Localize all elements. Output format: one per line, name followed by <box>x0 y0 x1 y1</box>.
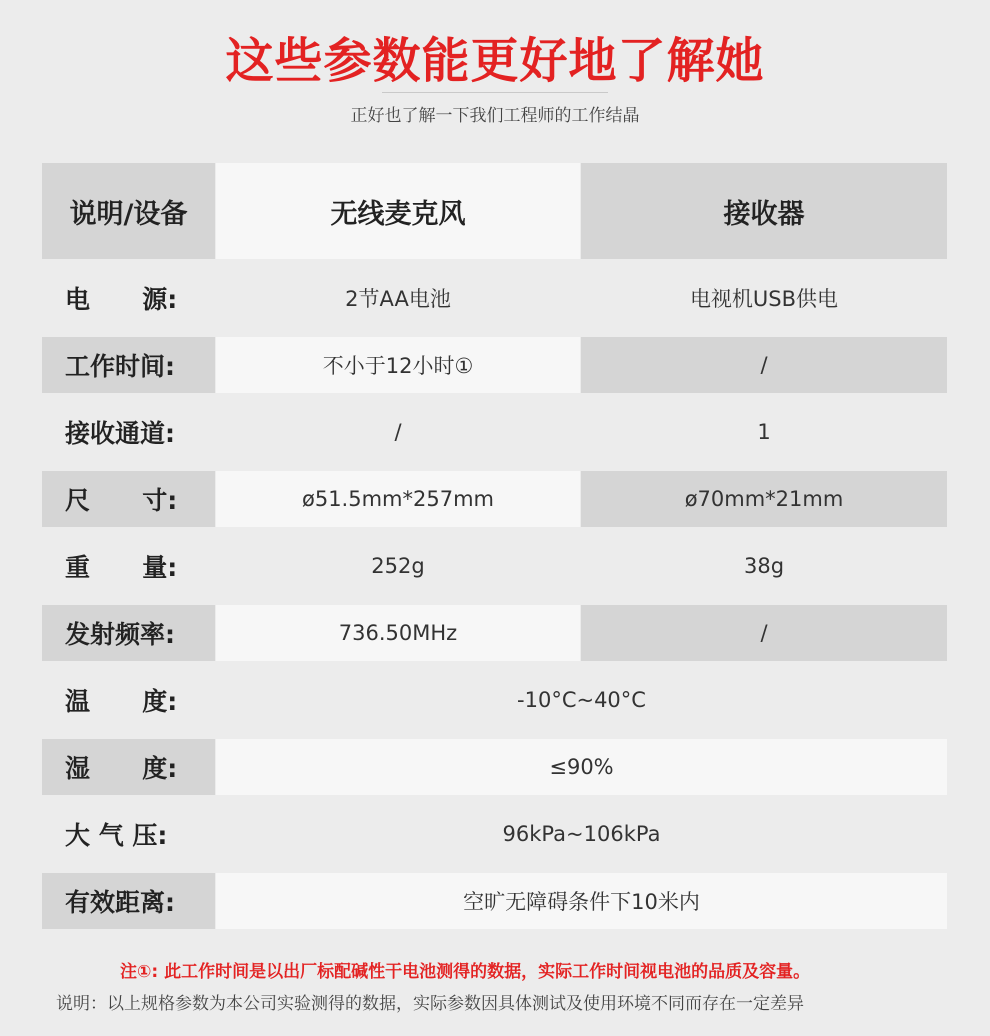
receiver-value: ø70mm*21mm <box>581 471 947 527</box>
shared-value: -10°C~40°C <box>517 688 646 712</box>
row-label: 发射频率: <box>42 605 215 661</box>
table-row-runtime <box>42 337 947 393</box>
microphone-value: / <box>394 420 402 444</box>
row-label: 湿 度: <box>42 739 215 795</box>
row-label: 重 量: <box>65 553 178 582</box>
receiver-value: / <box>581 337 947 393</box>
table-header <box>42 163 947 259</box>
microphone-value: 不小于12小时① <box>216 337 580 393</box>
table-row-temperature <box>42 672 947 728</box>
receiver-value: / <box>581 605 947 661</box>
spec-table <box>42 163 947 929</box>
receiver-value: 38g <box>743 554 785 578</box>
microphone-value: 2节AA电池 <box>345 287 451 311</box>
table-row-humidity <box>42 739 947 795</box>
row-label: 有效距离: <box>42 873 215 929</box>
row-label: 大 气 压: <box>65 821 168 850</box>
table-row-channels <box>42 404 947 460</box>
shared-value: 空旷无障碍条件下10米内 <box>216 873 947 929</box>
row-label: 尺 寸: <box>42 471 215 527</box>
table-row-weight <box>42 538 947 594</box>
shared-value: ≤90% <box>216 739 947 795</box>
table-row-power <box>42 270 947 326</box>
microphone-value: ø51.5mm*257mm <box>216 471 580 527</box>
disclaimer: 说明：以上规格参数为本公司实验测得的数据，实际参数因具体测试及使用环境不同而存在一定差异 <box>56 994 804 1014</box>
footnote: 注①: 此工作时间是以出厂标配碱性干电池测得的数据，实际工作时间视电池的品质及容量。 <box>120 962 811 982</box>
shared-value: 96kPa~106kPa <box>502 822 661 846</box>
title-divider <box>382 92 608 93</box>
row-label: 工作时间: <box>42 337 215 393</box>
row-label: 电 源: <box>65 285 178 314</box>
microphone-value: 736.50MHz <box>216 605 580 661</box>
column-header-receiver: 接收器 <box>581 163 947 259</box>
column-header-microphone: 无线麦克风 <box>216 163 580 259</box>
column-header-item: 说明/设备 <box>42 163 215 259</box>
table-row-size <box>42 471 947 527</box>
table-row-pressure <box>42 806 947 862</box>
row-label: 温 度: <box>65 687 178 716</box>
table-row-range <box>42 873 947 929</box>
receiver-value: 1 <box>757 420 771 444</box>
page-subtitle: 正好也了解一下我们工程师的工作结晶 <box>350 106 640 126</box>
microphone-value: 252g <box>371 554 425 578</box>
receiver-value: 电视机USB供电 <box>689 287 839 311</box>
page-title: 这些参数能更好地了解她 <box>225 33 765 89</box>
table-row-frequency <box>42 605 947 661</box>
row-label: 接收通道: <box>65 419 175 448</box>
